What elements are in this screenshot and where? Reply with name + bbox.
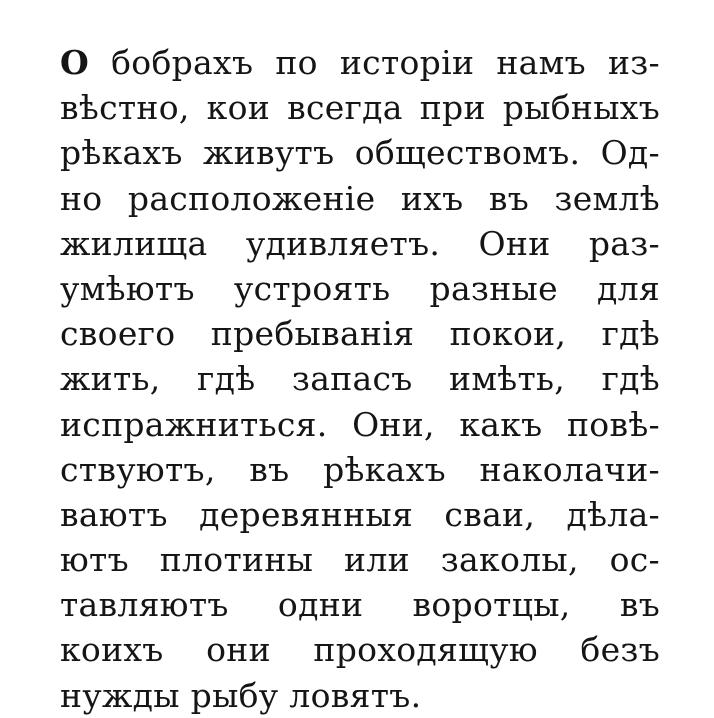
text-line: испражниться. Они, какъ повѣ-	[60, 404, 660, 444]
text-line: ствуютъ, въ рѣкахъ наколачи-	[60, 449, 660, 489]
text-line: рѣкахъ живутъ обществомъ. Од-	[60, 133, 660, 173]
text-line: своего пребыванiя покои, гдѣ	[60, 314, 660, 354]
text-line: коихъ они проходящую безъ	[60, 630, 660, 670]
text-line: О бобрахъ по исторіи намъ из-	[60, 43, 660, 82]
text-line: вѣстно, кои всегда при рыбныхъ	[60, 88, 660, 128]
text-line: жилища удивляетъ. Они раз-	[60, 223, 660, 263]
paragraph	[60, 40, 660, 718]
text-line: жить, гдѣ запасъ имѣть, гдѣ	[60, 359, 660, 399]
text-line: умѣютъ устроять разные для	[60, 268, 660, 308]
text-line: тавляютъ одни воротцы, въ	[60, 585, 660, 625]
text-line: но расположенiе ихъ въ землѣ	[60, 178, 660, 218]
text-line: ютъ плотины или заколы, ос-	[60, 540, 660, 580]
text-line-last: нужды рыбу ловятъ.	[60, 675, 422, 715]
text-line: ваютъ деревянныя сваи, дѣла-	[60, 494, 660, 534]
